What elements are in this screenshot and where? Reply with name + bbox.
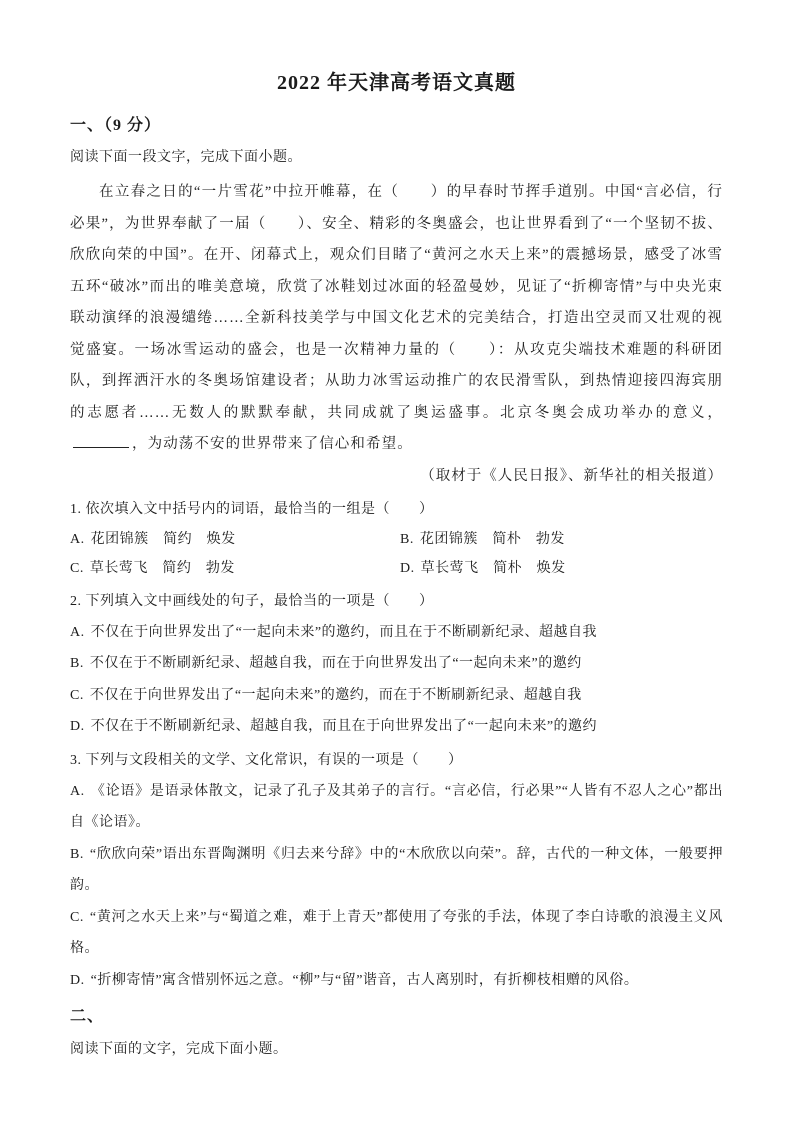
question-3-option-b: B. “欣欣向荣”语出东晋陶渊明《归去来兮辞》中的“木欣欣以向荣”。辞，古代的一种文体，一般要押韵。	[70, 846, 723, 893]
page-title: 2022 年天津高考语文真题	[277, 72, 516, 94]
section-one-intro: 阅读下面一段文字，完成下面小题。	[70, 150, 302, 165]
passage-text-after-blank: ，为动荡不安的世界带来了信心和希望。	[132, 436, 413, 452]
question-2	[70, 586, 723, 743]
question-1-option-c: C. 草长莺飞 简约 勃发	[70, 561, 235, 576]
question-3-option-c: C. “黄河之水天上来”与“蜀道之难，难于上青天”都使用了夸张的手法，体现了李白诗歌的浪漫主义风格。	[70, 909, 723, 956]
reading-passage	[70, 177, 723, 461]
passage-text-before-blank: 在立春之日的“一片雪花”中拉开帷幕，在（ ）的早春时节挥手道别。中国“言必信，行必果”，为世界奉献了一届（ ）、安全、精彩的冬奥盛会，也让世界看到了“一个坚韧不拔、欣欣向荣的中国”。在开、闭幕式上，观众们目睹了“黄河之水天上来”的震撼场景，感受了冰雪五环“破冰”而出的唯美意境，欣赏了冰鞋划过冰面的轻盈曼妙，见证了“折柳寄情”与中央光束联动演绎的浪漫缱绻……全新科技美学与中国文化艺术的完美结合，打造出空灵而又壮观的视觉盛宴。一场冰雪运动的盛会，也是一次精神力量的（ ）：从攻克尖端技术难题的科研团队，到挥洒汗水的冬奥场馆建设者；从助力冰雪运动推广的农民滑雪队，到热情迎接四海宾朋的志愿者……无数人的默默奉献，共同成就了奥运盛事。北京冬奥会成功举办的意义，	[70, 184, 723, 421]
question-2-option-b: B. 不仅在于不断刷新纪录、超越自我，而在于向世界发出了“一起向未来”的邀约	[70, 656, 582, 671]
question-1-stem: 1. 依次填入文中括号内的词语，最恰当的一组是（ ）	[70, 501, 434, 517]
question-1-options	[70, 525, 723, 584]
question-2-number: 2.	[70, 593, 82, 609]
question-2-stem: 2. 下列填入文中画线处的句子，最恰当的一项是（ ）	[70, 593, 434, 609]
question-2-option-c: C. 不仅在于向世界发出了“一起向未来”的邀约，而在于不断刷新纪录、超越自我	[70, 687, 582, 703]
passage-attribution: （取材于《人民日报》、新华社的相关报道）	[420, 467, 723, 484]
question-3-option-a: A. 《论语》是语录体散文，记录了孔子及其弟子的言行。“言必信，行必果”“人皆有不忍人之心”都出自《论语》。	[70, 783, 723, 830]
question-1-option-d: D. 草长莺飞 简朴 焕发	[400, 561, 566, 576]
section-two-heading: 二、	[70, 1008, 105, 1025]
question-1-option-b: B. 花团锦簇 简朴 勃发	[400, 531, 565, 547]
question-3-stem: 3. 下列与文段相关的文学、文化常识，有误的一项是（ ）	[70, 752, 463, 768]
question-3-option-d: D. “折柳寄情”寓含惜别怀远之意。“柳”与“留”谐音，古人离别时，有折柳枝相赠的风俗。	[70, 972, 639, 988]
fill-in-blank-underline	[73, 434, 129, 448]
question-2-option-d: D. 不仅在于不断刷新纪录、超越自我，而且在于向世界发出了“一起向未来”的邀约	[70, 719, 598, 734]
question-1-number: 1.	[70, 501, 82, 517]
section-one-heading: 一、（9 分）	[70, 117, 162, 134]
section-two-intro: 阅读下面的文字，完成下面小题。	[70, 1042, 288, 1057]
question-1-option-a: A. 花团锦簇 简约 焕发	[70, 531, 236, 547]
question-1	[70, 494, 723, 584]
question-2-option-a: A. 不仅在于向世界发出了“一起向未来”的邀约，而且在于不断刷新纪录、超越自我	[70, 624, 598, 640]
question-3	[70, 745, 723, 997]
passage-paragraph	[70, 177, 723, 461]
question-3-number: 3.	[70, 752, 82, 768]
